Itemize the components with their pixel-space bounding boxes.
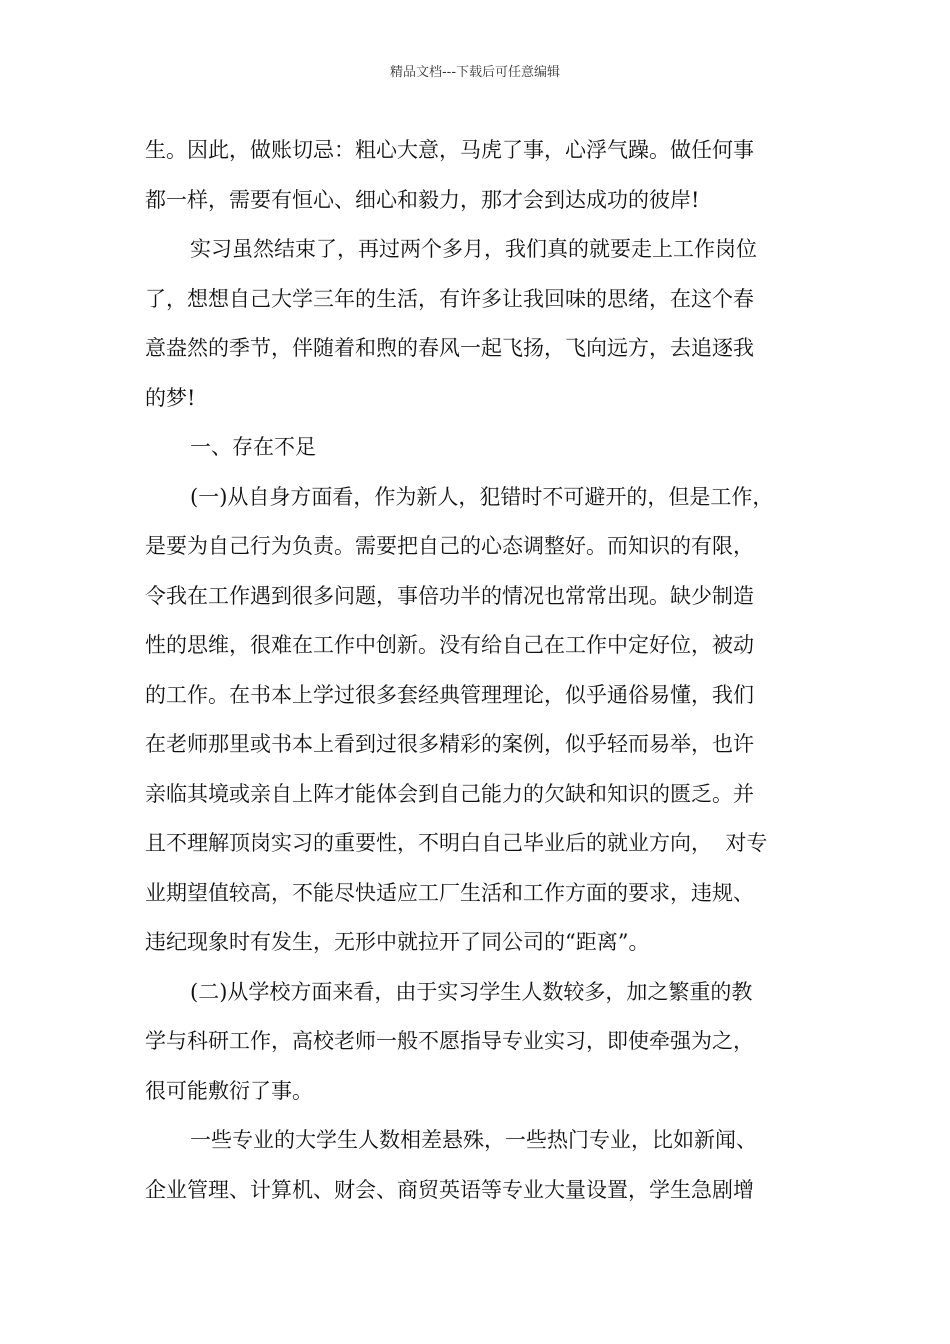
text-line: 意盎然的季节，伴随着和煦的春风一起飞扬，飞向远方，去追逐我: [145, 336, 754, 360]
text-line: (一)从自身方面看，作为新人，犯错时不可避开的，但是工作，: [190, 484, 774, 509]
text-line: 都一样，需要有恒心、细心和毅力，那才会到达成功的彼岸!: [145, 187, 700, 212]
text-line: 很可能敷衍了事。: [145, 1078, 313, 1103]
text-line: (二)从学校方面来看，由于实习学生人数较多，加之繁重的教: [190, 979, 753, 1004]
text-line: 的梦!: [145, 385, 196, 410]
section-heading: 一、存在不足: [190, 435, 316, 459]
text-line: 一些专业的大学生人数相差悬殊，一些热门专业，比如新闻、: [190, 1128, 757, 1152]
text-line: 性的思维，很难在工作中创新。没有给自己在工作中定好位，被动: [145, 633, 754, 657]
text-line: 生。因此，做账切忌：粗心大意，马虎了事，心浮气躁。做任何事: [145, 138, 754, 162]
text-line: 令我在工作遇到很多问题，事倍功半的情况也常常出现。缺少制造: [145, 583, 754, 608]
text-line: 且不理解顶岗实习的重要性，不明白自己毕业后的就业方向， 对专: [145, 831, 768, 855]
text-line: 实习虽然结束了，再过两个多月，我们真的就要走上工作岗位: [190, 237, 757, 261]
text-line: 学与科研工作，高校老师一般不愿指导专业实习，即使牵强为之，: [145, 1029, 754, 1053]
text-line: 亲临其境或亲自上阵才能体会到自己能力的欠缺和知识的匮乏。并: [145, 781, 754, 806]
page-header: 精品文档---下载后可任意编辑: [389, 65, 561, 80]
text-line: 在老师那里或书本上看到过很多精彩的案例，似乎轻而易举，也许: [145, 732, 754, 756]
text-line: 企业管理、计算机、财会、商贸英语等专业大量设置，学生急剧增: [145, 1177, 754, 1202]
text-line: 的工作。在书本上学过很多套经典管理理论，似乎通俗易懂，我们: [145, 682, 754, 707]
text-line: 违纪现象时有发生，无形中就拉开了同公司的“距离”。: [145, 930, 650, 954]
text-line: 业期望值较高，不能尽快适应工厂生活和工作方面的要求，违规、: [145, 880, 754, 905]
document-body: [145, 126, 811, 1215]
text-line: 是要为自己行为负责。需要把自己的心态调整好。而知识的有限，: [145, 534, 754, 558]
text-line: 了，想想自己大学三年的生活，有许多让我回味的思绪，在这个春: [145, 286, 754, 311]
